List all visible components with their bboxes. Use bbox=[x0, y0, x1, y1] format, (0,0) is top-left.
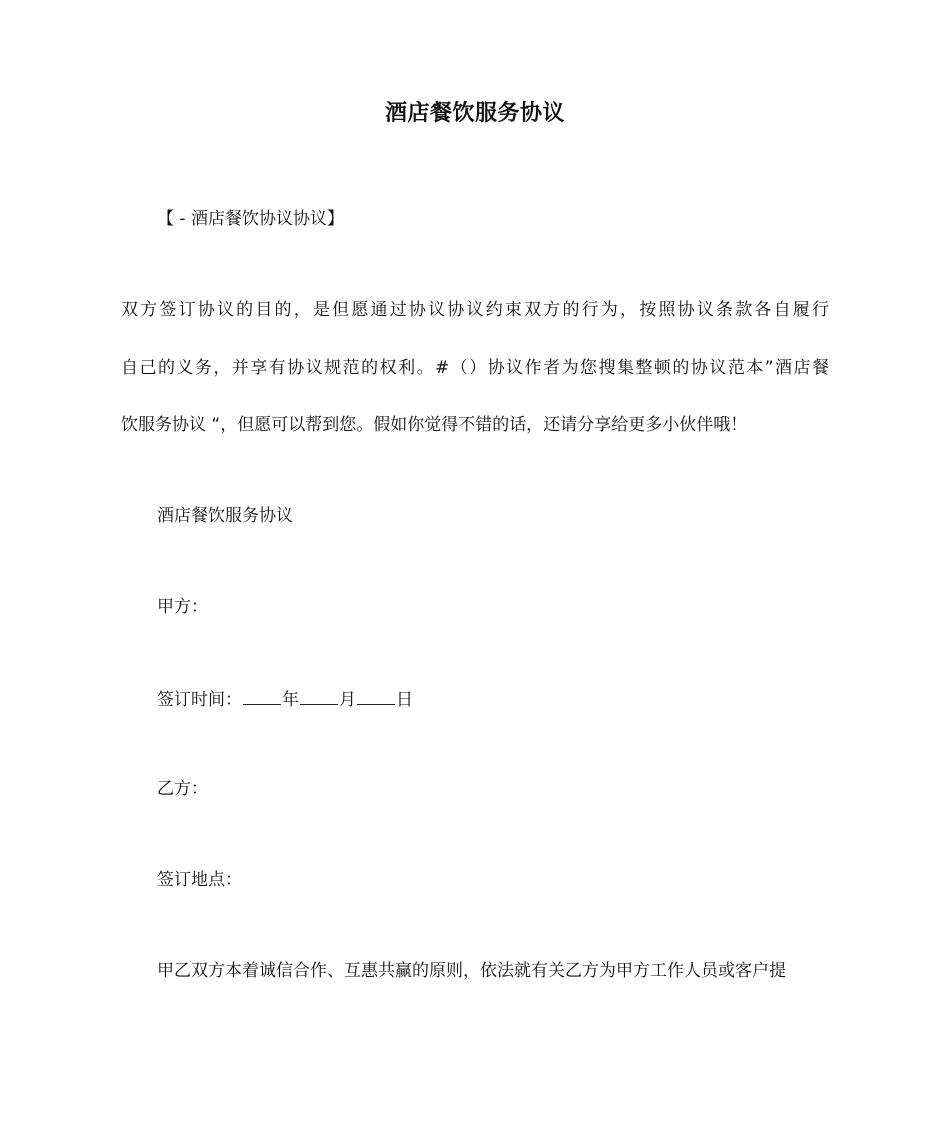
sign-time-label: 签订时间： bbox=[157, 690, 242, 710]
year-blank bbox=[243, 686, 281, 705]
month-label: 月 bbox=[339, 690, 356, 710]
intro-line-3: 饮服务协议 “，但愿可以帮到您。假如你觉得不错的话，还请分享给更多小伙伴哦！ bbox=[121, 415, 748, 435]
year-label: 年 bbox=[282, 690, 299, 710]
intro-line-2: 自己的义务，并享有协议规范的权利。#（）协议作者为您搜集整顿的协议范本”酒店餐 bbox=[121, 358, 829, 378]
intro-line-1: 双方签订协议的目的，是但愿通过协议协议约束双方的行为，按照协议条款各自履行 bbox=[121, 300, 829, 320]
day-blank bbox=[357, 686, 395, 705]
day-label: 日 bbox=[396, 690, 413, 710]
party-a-label: 甲方： bbox=[157, 597, 208, 617]
agreement-heading: 酒店餐饮服务协议 bbox=[157, 506, 293, 526]
month-blank bbox=[300, 686, 338, 705]
party-b-label: 乙方： bbox=[157, 779, 208, 799]
document-title: 酒店餐饮服务协议 bbox=[384, 101, 565, 126]
sign-time-row bbox=[157, 686, 413, 712]
document-subtitle: 【 - 酒店餐饮协议协议】 bbox=[157, 209, 344, 229]
body-line-1: 甲乙双方本着诚信合作、互惠共赢的原则，依法就有关乙方为甲方工作人员或客户提 bbox=[157, 961, 786, 981]
sign-place-label: 签订地点： bbox=[157, 870, 242, 890]
